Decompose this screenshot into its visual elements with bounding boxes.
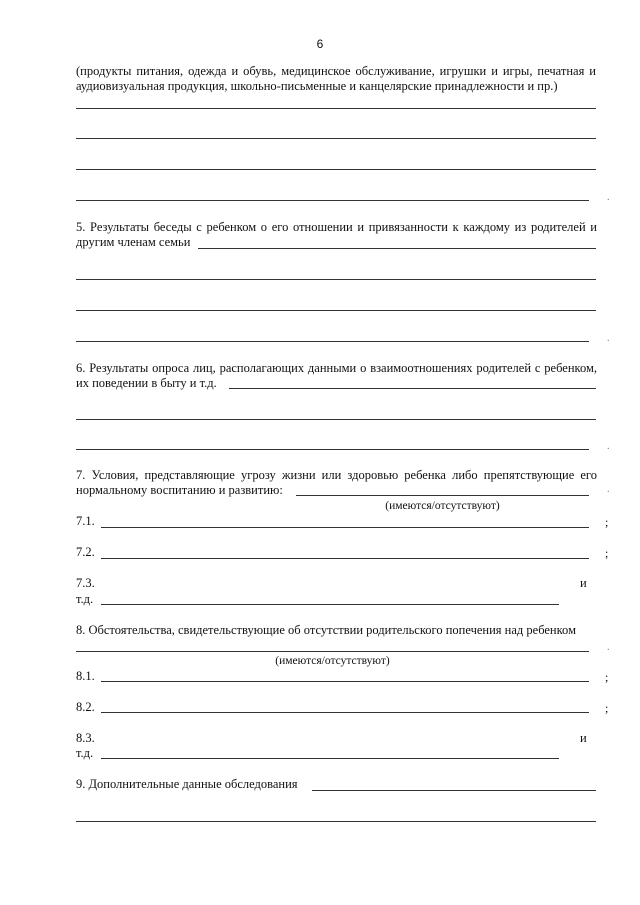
item-8-3: 8.3.: [76, 731, 95, 745]
section-8-hint: (имеются/отсутствуют): [275, 655, 390, 667]
section-7-hint: (имеются/отсутствуют): [385, 500, 500, 512]
fill-line[interactable]: [76, 341, 589, 342]
fill-line[interactable]: [76, 419, 596, 420]
fill-line[interactable]: [296, 495, 589, 496]
fill-line-8-1[interactable]: [101, 681, 589, 682]
fill-line[interactable]: [76, 138, 596, 139]
section-7-label: 7. Условия, представляющие угрозу жизни или здоровью ребенка либо препятствующие его нормальному воспитанию и развитию:: [76, 468, 597, 497]
item-7-3-and: и: [580, 576, 587, 590]
item-8-3-and: и: [580, 731, 587, 745]
page-number: 6: [316, 37, 324, 51]
intro-text: (продукты питания, одежда и обувь, медицинское обслуживание, игрушки и игры, печатная и аудиовизуальная продукция, школьно-письменные и канцелярские принадлежности и пр.): [76, 64, 596, 93]
edge-mark: .: [607, 192, 610, 203]
fill-line[interactable]: [76, 449, 589, 450]
semicolon: ;: [605, 670, 609, 684]
edge-mark: .: [607, 441, 610, 452]
semicolon: ;: [605, 515, 609, 529]
fill-line[interactable]: [76, 200, 589, 201]
item-7-2: 7.2.: [76, 545, 95, 559]
fill-line[interactable]: [76, 169, 596, 170]
fill-line[interactable]: [76, 108, 596, 109]
item-8-3-etc: т.д.: [76, 746, 94, 760]
fill-line[interactable]: [76, 279, 596, 280]
fill-line-8-3[interactable]: [101, 758, 559, 759]
item-8-2: 8.2.: [76, 700, 95, 714]
item-8-1: 8.1.: [76, 669, 95, 683]
section-6-label: 6. Результаты опроса лиц, располагающих данными о взаимоотношениях родителей с ребенком, их поведении в быту и т.д.: [76, 361, 597, 390]
fill-line-7-1[interactable]: [101, 527, 589, 528]
item-7-3-etc: т.д.: [76, 592, 94, 606]
edge-mark: .: [607, 642, 610, 653]
edge-mark: .: [607, 484, 610, 495]
section-9-label: 9. Дополнительные данные обследования: [76, 777, 298, 791]
section-8-label: 8. Обстоятельства, свидетельствующие об отсутствии родительского попечения над ребенком: [76, 623, 576, 637]
fill-line-8-2[interactable]: [101, 712, 589, 713]
fill-line[interactable]: [312, 790, 596, 791]
fill-line[interactable]: [76, 310, 596, 311]
semicolon: ;: [605, 701, 609, 715]
section-5-label: 5. Результаты беседы с ребенком о его отношении и привязанности к каждому из родителей и другим членам семьи: [76, 220, 597, 249]
fill-line[interactable]: [76, 651, 589, 652]
item-7-3: 7.3.: [76, 576, 95, 590]
edge-mark: .: [607, 333, 610, 344]
fill-line[interactable]: [76, 821, 596, 822]
semicolon: ;: [605, 546, 609, 560]
fill-line[interactable]: [229, 388, 596, 389]
fill-line-7-2[interactable]: [101, 558, 589, 559]
fill-line[interactable]: [198, 248, 596, 249]
item-7-1: 7.1.: [76, 514, 95, 528]
fill-line-7-3[interactable]: [101, 604, 559, 605]
